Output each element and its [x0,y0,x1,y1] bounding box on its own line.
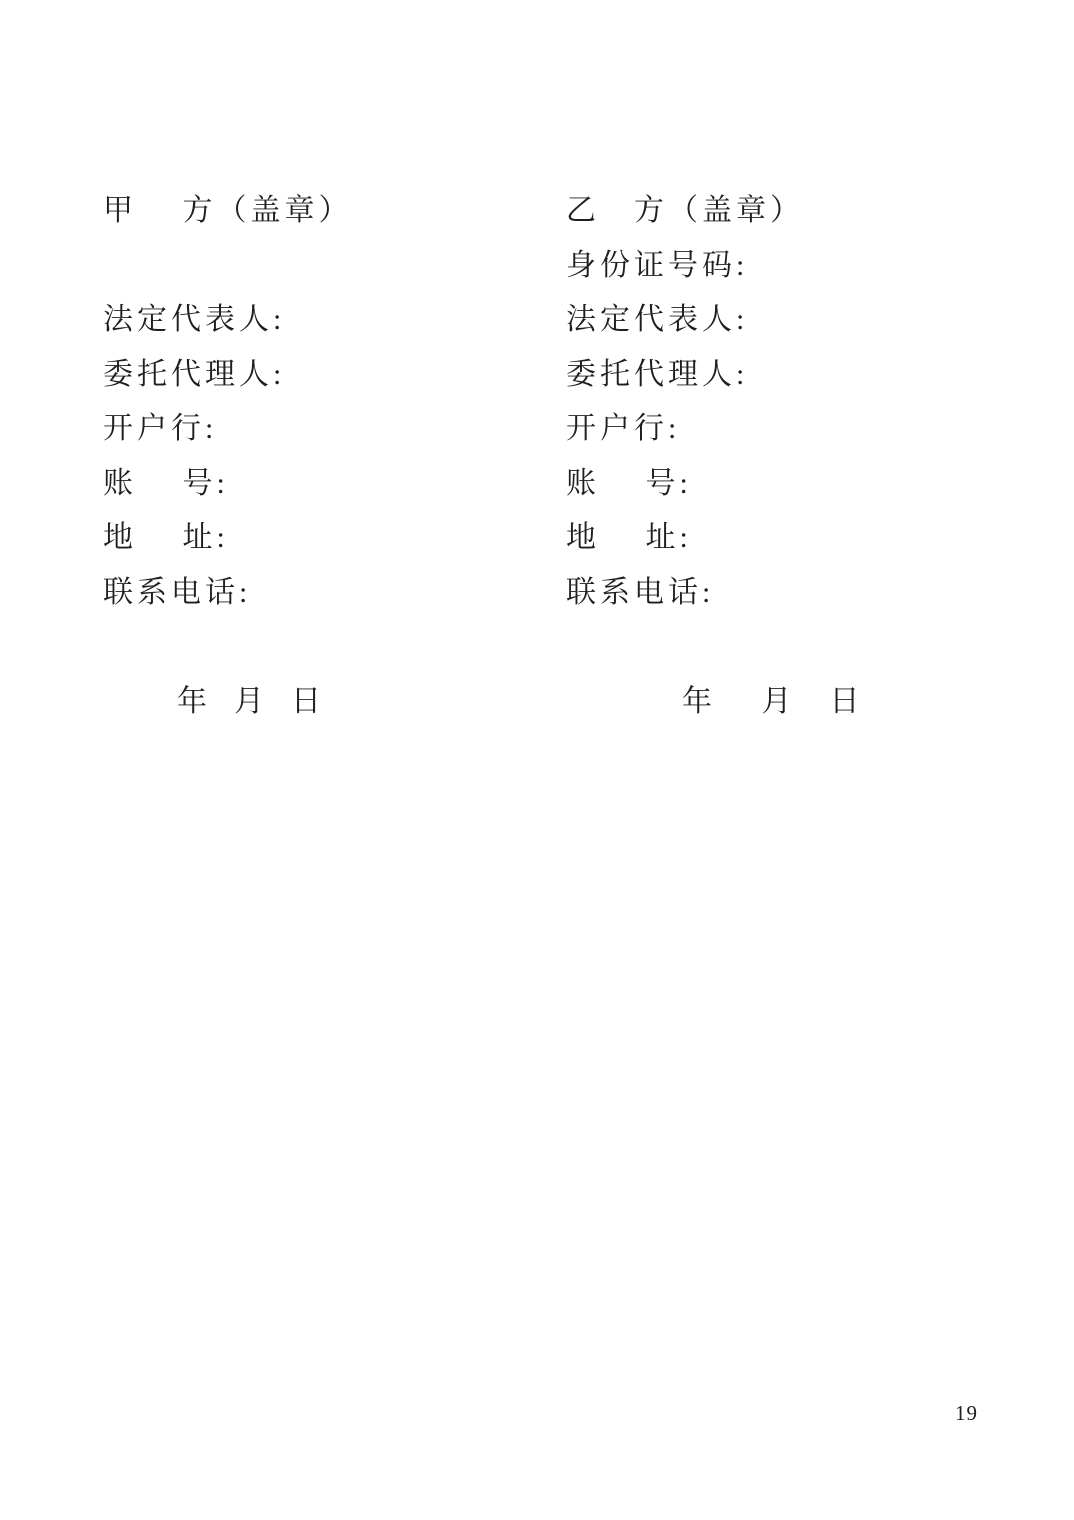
party-a-date-line: 年 月 日 [177,684,325,718]
party-b-date-line: 年 月 日 [682,684,864,718]
party-a-phone-label: 联系电话: [103,575,252,609]
party-a-title: 甲 方（盖章） [103,194,353,227]
blank-line [566,620,864,675]
party-b-section [566,184,864,729]
party-b-phone-label: 联系电话: [566,575,715,609]
party-b-id-number-label: 身份证号码: [566,248,749,282]
party-a-legal-representative-label: 法定代表人: [103,303,286,336]
party-b-entrusted-agent-label: 委托代理人: [566,357,749,391]
party-a-account-number-label: 账 号: [103,466,229,500]
party-a-id-line [103,239,353,294]
party-a-entrusted-agent-label: 委托代理人: [103,357,286,391]
blank-line [103,620,353,675]
party-b-legal-representative-label: 法定代表人: [566,303,749,336]
party-b-bank-label: 开户行: [566,412,681,445]
party-b-title: 乙 方（盖章） [566,194,804,227]
party-a-bank-label: 开户行: [103,412,218,445]
party-a-address-label: 地 址: [103,521,229,554]
party-b-account-number-label: 账 号: [566,466,692,500]
page-number: 19 [955,1401,978,1425]
party-b-address-label: 地 址: [566,521,692,554]
party-a-section [103,184,353,729]
